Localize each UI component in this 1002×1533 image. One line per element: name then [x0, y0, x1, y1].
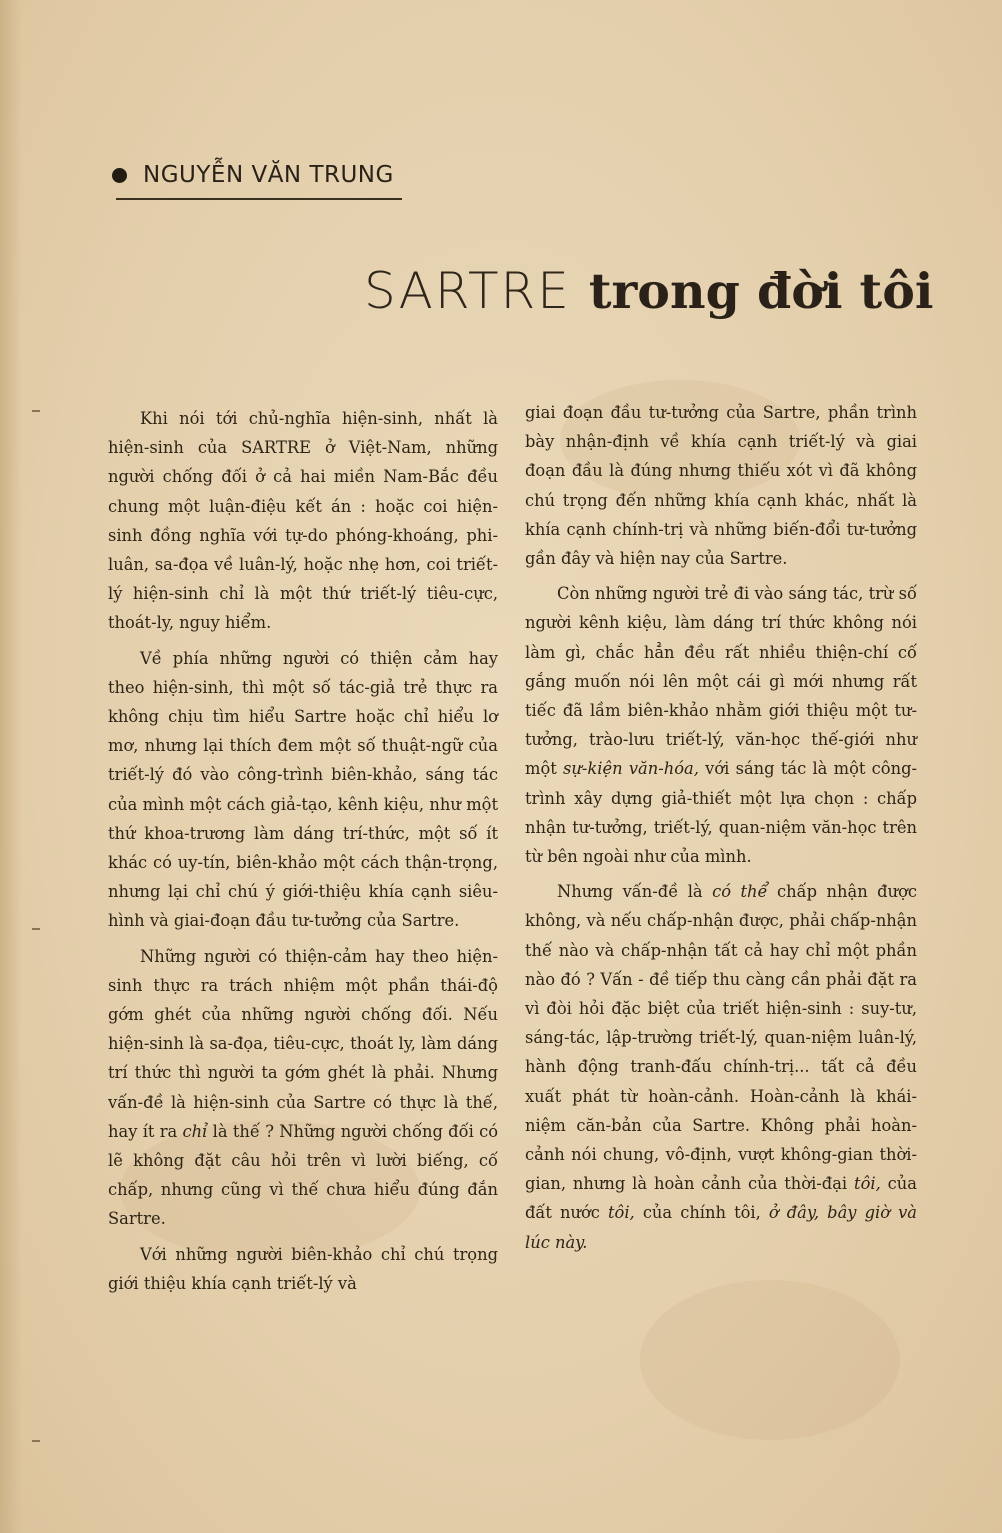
author-name: NGUYỄN VĂN TRUNG — [143, 162, 394, 188]
paragraph: Về phía những người có thiện cảm hay theo hiện-sinh, thì một số tác-giả trẻ thực ra không chịu tìm hiểu Sartre hoặc chỉ hiểu lơ mơ, nhưng lại thích đem một số thuật-ngữ của triết-lý đó vào công-trình biên-khảo, sáng tác của mình một cách giả-tạo, kênh kiệu, như một thứ khoa-trương làm dáng trí-thức, một số ít khác có uy-tín, biên-khảo một cách thận-trọng, nhưng lại chỉ chú ý giới-thiệu khía cạnh siêu-hình và giai-đoạn đầu tư-tưởng của Sartre. — [108, 648, 498, 931]
text-run: của chính tôi, — [634, 1203, 769, 1223]
emphasis: chỉ — [182, 1121, 208, 1141]
paragraph: giai đoạn đầu tư-tưởng của Sartre, phần trình bày nhận-định về khía cạnh triết-lý và giai đoạn đầu là đúng nhưng thiếu xót vì đã không chú trọng đến những khía cạnh khác, nhất là khía cạnh chính-trị và những biến-đổi tư-tưởng gần đây và hiện nay của Sartre. — [525, 403, 917, 569]
paragraph — [525, 877, 917, 1257]
article-title — [364, 262, 964, 320]
left-column — [108, 404, 498, 1304]
page-edge-shadow — [0, 0, 22, 1533]
emphasis: có thể — [712, 882, 768, 902]
emphasis: ở đây, bây giờ và lúc này. — [525, 1203, 917, 1252]
emphasis: tôi, — [608, 1203, 635, 1223]
text-run: Nhưng vấn-đề là — [557, 882, 713, 902]
paper-stain — [640, 1280, 900, 1440]
author-underline — [116, 198, 402, 200]
right-column — [525, 398, 917, 1263]
text-run: của đất nước — [525, 1174, 917, 1223]
paragraph: Với những người biên-khảo chỉ chú trọng giới thiệu khía cạnh triết-lý và — [108, 1244, 498, 1293]
margin-mark — [32, 1440, 40, 1442]
margin-mark — [32, 928, 40, 930]
title-sartre: SARTRE — [364, 262, 571, 320]
text-run: với sáng tác là một công-trình xây dựng giả-thiết một lựa chọn : chấp nhận tư-tưởng, triết-lý, quan-niệm văn-học trên từ bên ngoài như của mình. — [525, 759, 917, 867]
text-run: Còn những người trẻ đi vào sáng tác, trừ số người kênh kiệu, làm dáng trí thức không nói làm gì, chắc hẳn đều rất nhiều thiện-chí cố gắng muốn nói lên một cái gì mới nhưng rất tiếc đã lầm biên-khảo nhằm giới thiệu một tư-tưởng, trào-lưu triết-lý, văn-học thế-giới như một — [525, 584, 917, 779]
margin-mark — [32, 410, 40, 412]
paragraph: Những người có thiện-cảm hay theo hiện-sinh thực ra trách nhiệm một phần thái-độ gớm ghét của những người chống đối. Nếu hiện-sinh là sa-đọa, tiêu-cực, thoát ly, làm dáng trí thức thì người ta gớm ghét là phải. Nhưng vấn-đề là hiện-sinh của Sartre có thực là thế, hay ít ra chỉ là thế ? Những người chống đối có lẽ không đặt câu hỏi trên vì lười biếng, cố chấp, nhưng cũng vì thế chưa hiểu đúng đắn Sartre. — [108, 946, 498, 1229]
paragraph: Khi nói tới chủ-nghĩa hiện-sinh, nhất là hiện-sinh của SARTRE ở Việt-Nam, những người chống đối ở cả hai miền Nam-Bắc đều chung một luận-điệu kết án : hoặc coi hiện-sinh đồng nghĩa với tự-do phóng-khoáng, phi-luân, sa-đọa về luân-lý, hoặc nhẹ hơn, coi triết-lý hiện-sinh chỉ là một thứ triết-lý tiêu-cực, thoát-ly, nguy hiểm. — [108, 409, 498, 633]
emphasis: tôi, — [854, 1174, 881, 1194]
emphasis: sự-kiện văn-hóa, — [563, 759, 699, 779]
title-trong-doi-toi: trong đời tôi — [588, 262, 934, 320]
paragraph — [525, 579, 917, 871]
text-run: chấp nhận được không, và nếu chấp-nhận được, phải chấp-nhận thế nào và chấp-nhận tất cả hay chỉ một phần nào đó ? Vấn - đề tiếp thu càng cần phải đặt ra vì đòi hỏi đặc biệt của triết hiện-sinh : suy-tư, sáng-tác, lập-trường triết-lý, quan-niệm luân-lý, hành động tranh-đấu chính-trị... tất cả đều xuất phát từ hoàn-cảnh. Hoàn-cảnh là khái-niệm căn-bản của Sartre. Không phải hoàn-cảnh nói chung, vô-định, vượt không-gian thời-gian, nhưng là hoàn cảnh của thời-đại — [525, 882, 917, 1194]
article-author — [112, 162, 402, 188]
bullet-icon — [112, 168, 127, 183]
